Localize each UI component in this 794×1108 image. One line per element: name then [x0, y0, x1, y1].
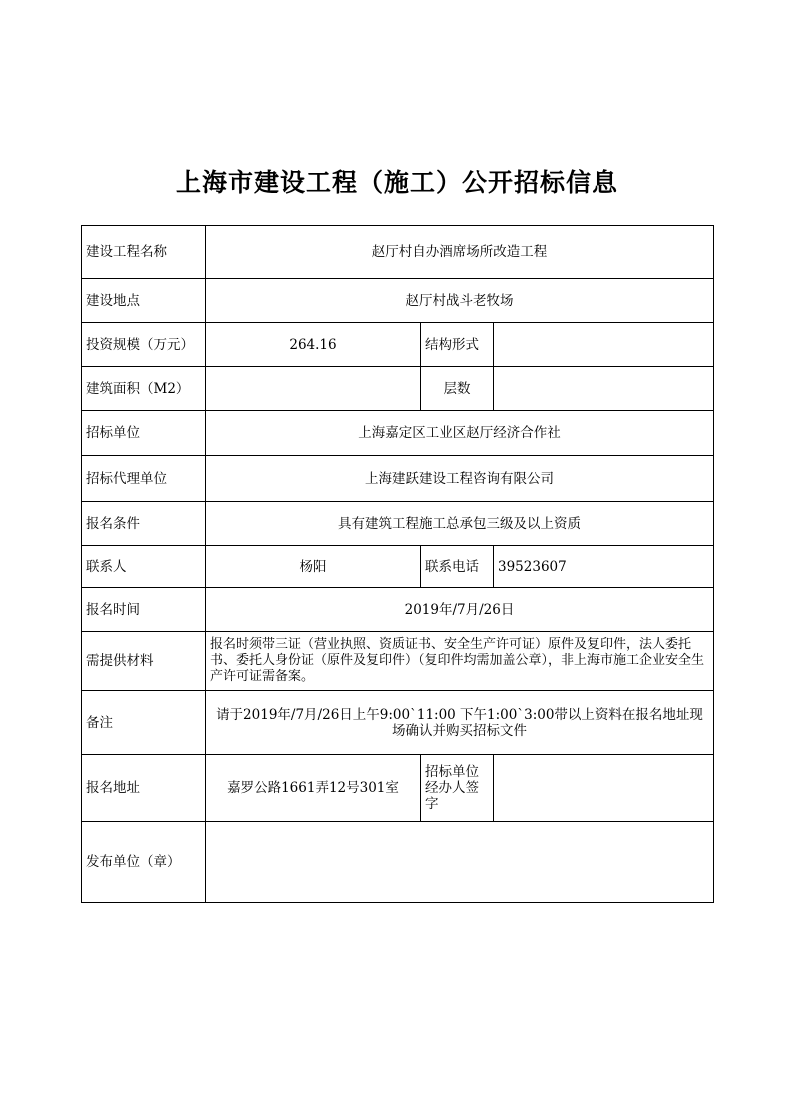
signup-address-label: 报名地址: [82, 755, 206, 822]
tender-unit-label: 招标单位: [82, 411, 206, 456]
floors-value: [494, 367, 714, 411]
row-area: [82, 367, 714, 411]
row-location: [82, 279, 714, 323]
publisher-label: 发布单位（章）: [82, 822, 206, 903]
remarks-value: 请于2019年/7月/26日上午9:00`11:00 下午1:00`3:00带以上资料在报名地址现场确认并购买招标文件: [206, 691, 714, 755]
handler-signature-value: [494, 755, 714, 822]
floors-label: 层数: [421, 367, 494, 411]
structure-value: [494, 323, 714, 367]
location-value: 赵厅村战斗老牧场: [206, 279, 714, 323]
row-contact: [82, 546, 714, 588]
location-label: 建设地点: [82, 279, 206, 323]
tender-unit-value: 上海嘉定区工业区赵厅经济合作社: [206, 411, 714, 456]
materials-label: 需提供材料: [82, 632, 206, 691]
investment-value: 264.16: [206, 323, 421, 367]
agent-unit-label: 招标代理单位: [82, 456, 206, 502]
row-materials: [82, 632, 714, 691]
requirements-label: 报名条件: [82, 502, 206, 546]
agent-unit-value: 上海建跃建设工程咨询有限公司: [206, 456, 714, 502]
row-project-name: [82, 226, 714, 279]
handler-signature-label: 招标单位经办人签字: [421, 755, 494, 822]
contact-label: 联系人: [82, 546, 206, 588]
row-signup-address: [82, 755, 714, 822]
row-publisher: [82, 822, 714, 903]
structure-label: 结构形式: [421, 323, 494, 367]
phone-value: 39523607: [494, 546, 714, 588]
phone-label: 联系电话: [421, 546, 494, 588]
page-title: 上海市建设工程（施工）公开招标信息: [175, 168, 618, 197]
row-remarks: [82, 691, 714, 755]
row-requirements: [82, 502, 714, 546]
remarks-label: 备注: [82, 691, 206, 755]
area-label: 建筑面积（M2）: [82, 367, 206, 411]
investment-label: 投资规模（万元）: [82, 323, 206, 367]
signup-time-label: 报名时间: [82, 588, 206, 632]
tender-info-table: [81, 225, 714, 903]
row-agent-unit: [82, 456, 714, 502]
requirements-value: 具有建筑工程施工总承包三级及以上资质: [206, 502, 714, 546]
contact-value: 杨阳: [206, 546, 421, 588]
signup-address-value: 嘉罗公路1661弄12号301室: [206, 755, 421, 822]
project-name-label: 建设工程名称: [82, 226, 206, 279]
materials-value: 报名时须带三证（营业执照、资质证书、安全生产许可证）原件及复印件，法人委托书、委托人身份证（原件及复印件）（复印件均需加盖公章），非上海市施工企业安全生产许可证需备案。: [206, 632, 714, 691]
row-investment: [82, 323, 714, 367]
signup-time-value: 2019年/7月/26日: [206, 588, 714, 632]
row-tender-unit: [82, 411, 714, 456]
area-value: [206, 367, 421, 411]
publisher-seal-area: [206, 822, 714, 903]
project-name-value: 赵厅村自办酒席场所改造工程: [206, 226, 714, 279]
row-signup-time: [82, 588, 714, 632]
